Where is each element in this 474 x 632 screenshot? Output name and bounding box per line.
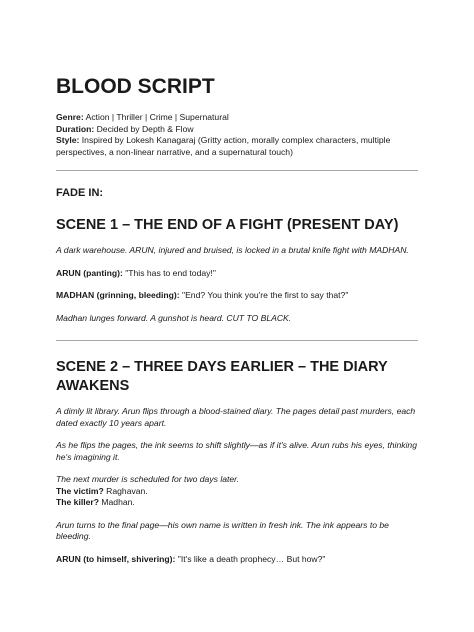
duration-line	[56, 124, 418, 136]
divider	[56, 340, 418, 341]
scene-2-victim-line	[56, 486, 418, 498]
duration-value: Decided by Depth & Flow	[94, 123, 194, 134]
scene-1-heading: SCENE 1 – THE END OF A FIGHT (PRESENT DAY)	[56, 217, 399, 233]
scene-2-action-4: Arun turns to the final page—his own name is written in fresh ink. The ink appears to be bleeding.	[56, 519, 389, 541]
genre-line	[56, 112, 418, 124]
duration-label: Duration:	[56, 123, 95, 134]
killer-label: The killer?	[56, 497, 99, 507]
style-value: Inspired by Lokesh Kanagaraj (Gritty action, morally complex characters, multiple perspectives, a non-linear narrative, and a supernatural touch)	[56, 135, 391, 157]
scene-2-action-3: The next murder is scheduled for two days later.	[56, 474, 240, 484]
victim-value: Raghavan.	[103, 485, 148, 496]
dialogue-text: "This has to end today!"	[122, 267, 216, 278]
killer-value: Madhan.	[98, 497, 135, 507]
dialogue-speaker: ARUN (panting):	[56, 267, 123, 278]
genre-value: Action | Thriller | Crime | Supernatural	[83, 112, 229, 122]
dialogue-text: "End? You think you're the first to say that?"	[179, 290, 349, 300]
scene-2-action-1: A dimly lit library. Arun flips through a blood-stained diary. The pages detail past murders, each dated exactly 10 years apart.	[56, 406, 416, 428]
style-label: Style:	[56, 135, 80, 145]
document-title: BLOOD SCRIPT	[56, 75, 215, 98]
scene-2-dialogue-1	[56, 554, 418, 566]
scene-1-dialogue-1	[56, 268, 418, 280]
victim-label: The victim?	[56, 485, 104, 496]
dialogue-text: "It's like a death prophecy… But how?"	[175, 553, 326, 564]
scene-1-action-1: A dark warehouse. ARUN, injured and bruised, is locked in a brutal knife fight with MADHAN.	[56, 245, 409, 255]
dialogue-speaker: MADHAN (grinning, bleeding):	[56, 290, 180, 300]
scene-1-action-2: Madhan lunges forward. A gunshot is heard. CUT TO BLACK.	[56, 312, 292, 323]
style-line	[56, 135, 418, 158]
scene-2-heading: SCENE 2 – THREE DAYS EARLIER – THE DIARY AWAKENS	[56, 359, 388, 394]
scene-1-dialogue-2	[56, 290, 418, 302]
divider	[56, 170, 418, 171]
scene-2-action-2: As he flips the pages, the ink seems to shift slightly—as if it's alive. Arun rubs his eyes, thinking he's imagining it.	[56, 440, 417, 462]
fade-in-heading: FADE IN:	[56, 187, 104, 199]
dialogue-speaker: ARUN (to himself, shivering):	[56, 553, 176, 564]
scene-2-killer-line	[56, 497, 418, 509]
genre-label: Genre:	[56, 112, 84, 122]
